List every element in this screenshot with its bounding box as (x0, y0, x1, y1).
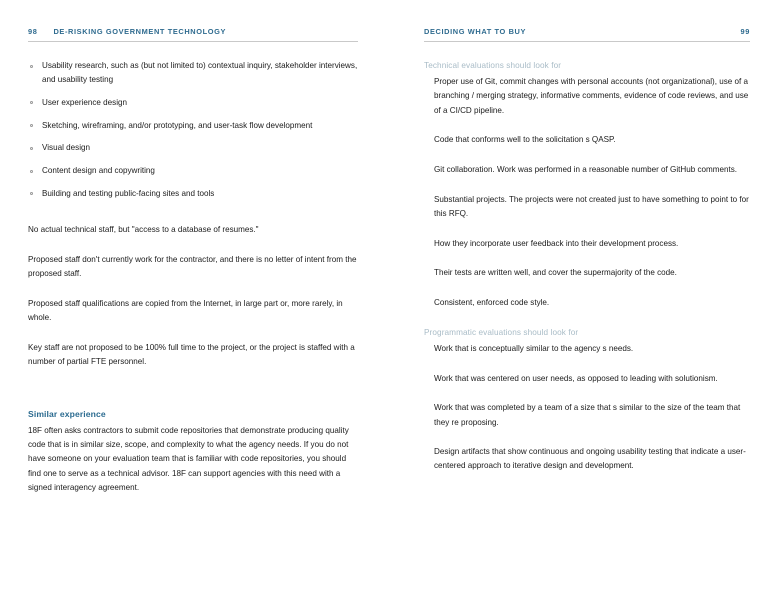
running-head-title-left: DE-RISKING GOVERNMENT TECHNOLOGY (53, 27, 227, 36)
list-item: Substantial projects. The projects were not created just to have something to point to for this RFQ. (434, 194, 749, 218)
page-number-left: 98 (28, 27, 38, 36)
list-item: Proper use of Git, commit changes with personal accounts (not organizational), use of a branching / merging strategy, informative comments, evidence of code reviews, and use of a CI/CD pipeline. (434, 77, 749, 115)
list-item: Design artifacts that show continuous and ongoing usability testing that indicate a user-centered approach to iterative design and development. (434, 447, 746, 471)
spacer (424, 310, 750, 326)
list-item: How they incorporate user feedback into their development process. (434, 238, 679, 248)
spacer (28, 209, 358, 223)
paragraph: Key staff are not proposed to be 100% full time to the project, or the project is staffed with a number of partial FTE personnel. (28, 342, 355, 367)
page-left-content (28, 42, 358, 495)
page-number-right: 99 (740, 27, 750, 36)
section-body-similar-experience: 18F often asks contractors to submit code repositories that demonstrate producing quality code that is in similar size, scope, and complexity to what the agency needs. If you do not have someone on your evaluation team that is familiar with code repositories, you should find one to serve as a technical advisor. 18F can support agencies with this need with a signed interagency agreement. (28, 426, 349, 492)
list-item: Their tests are written well, and cover the supermajority of the code. (434, 268, 677, 278)
page-right (388, 0, 776, 600)
subheading-programmatic-evaluations: Programmatic evaluations should look for (424, 327, 579, 337)
list-item: Consistent, enforced code style. (434, 298, 550, 308)
list-item: Work that was centered on user needs, as opposed to leading with solutionism. (434, 373, 718, 383)
technical-evaluation-list (424, 75, 750, 310)
paragraph: Proposed staff qualifications are copied from the Internet, in large part or, more rarely, in whole. (28, 299, 343, 323)
section-programmatic-evaluations (424, 326, 750, 474)
list-item: Usability research, such as (but not limited to) contextual inquiry, stakeholder interviews, and usability testing (28, 59, 358, 87)
list-item: Building and testing public-facing sites and tools (28, 187, 358, 201)
capability-bullet-list (28, 59, 358, 201)
list-item: Work that is conceptually similar to the agency s needs. (434, 343, 634, 353)
list-item: Code that conforms well to the solicitation s QASP. (434, 135, 616, 145)
running-header-right (424, 27, 750, 42)
section-technical-evaluations (424, 59, 750, 310)
running-header-left (28, 27, 358, 42)
paragraph: Proposed staff don't currently work for the contractor, and there is no letter of intent from the proposed staff. (28, 255, 357, 279)
paragraph: No actual technical staff, but "access to a database of resumes." (28, 225, 259, 235)
list-item: Visual design (28, 141, 358, 155)
running-head-title-right: DECIDING WHAT TO BUY (424, 27, 527, 36)
subheading-technical-evaluations: Technical evaluations should look for (424, 61, 562, 70)
list-item: Content design and copywriting (28, 164, 358, 178)
page-right-content (424, 42, 750, 474)
list-item: Git collaboration. Work was performed in a reasonable number of GitHub comments. (434, 165, 738, 175)
list-item: User experience design (28, 96, 358, 110)
list-item: Work that was completed by a team of a size that s similar to the size of the team that they re proposing. (434, 403, 741, 427)
section-heading-similar-experience: Similar experience (28, 408, 106, 419)
programmatic-evaluation-list (424, 342, 750, 474)
list-item: Sketching, wireframing, and/or prototyping, and user-task flow development (28, 119, 358, 133)
spacer (28, 385, 358, 399)
